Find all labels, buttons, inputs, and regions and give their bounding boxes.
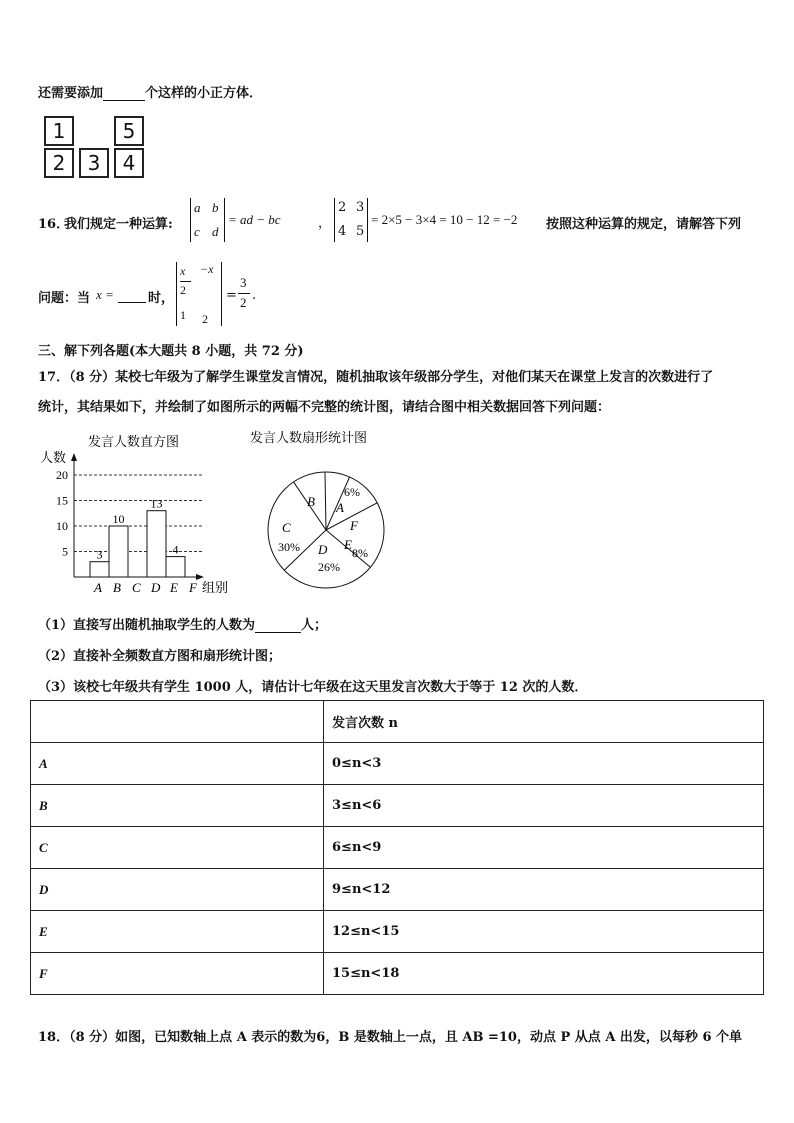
group-table — [30, 700, 764, 995]
table-cell: 6≤n<9 — [324, 827, 764, 869]
cube-face: 3 — [79, 148, 109, 178]
q18-line: 18．（8 分）如图，已知数轴上点 A 表示的数为6，B 是数轴上一点，且 AB =10，动点 P 从点 A 出发，以每秒 6 个单 — [38, 1030, 743, 1045]
cube-face: 4 — [114, 148, 144, 178]
cube-face: 1 — [44, 116, 74, 146]
x-category-label: B — [113, 580, 121, 595]
pie-slice-label: D — [318, 542, 328, 557]
table-cell: 9≤n<12 — [324, 869, 764, 911]
x-category-label: D — [151, 580, 161, 595]
x-category-label: A — [94, 580, 102, 595]
y-axis-arrow — [71, 453, 77, 461]
pie-percent-label: 8% — [352, 546, 368, 560]
cube-face: 2 — [44, 148, 74, 178]
table-cell: 15≤n<18 — [324, 953, 764, 995]
table-cell: B — [31, 785, 324, 827]
pie-percent-label: 6% — [344, 485, 360, 499]
table-cell: 12≤n<15 — [324, 911, 764, 953]
table-header-cell: 发言次数 n — [324, 701, 764, 743]
histogram-bar — [166, 557, 185, 577]
histogram-bar — [109, 526, 128, 577]
histogram-xlabel: 组别 — [202, 580, 229, 595]
bar-value-label: 4 — [172, 542, 179, 557]
x-category-label: F — [189, 580, 197, 595]
x-category-label: E — [170, 580, 178, 595]
table-row — [31, 953, 764, 995]
pie-slice-edge — [325, 472, 326, 530]
table-cell: E — [31, 911, 324, 953]
det-bar-left — [334, 198, 335, 242]
histogram-ylabel: 人数 — [40, 450, 67, 465]
y-tick-label: 20 — [56, 468, 68, 482]
det-bar-right — [221, 262, 222, 326]
q17-sub2: （2）直接补全频数直方图和扇形统计图； — [38, 649, 282, 664]
table-row — [31, 911, 764, 953]
pie-slice-label: F — [350, 518, 358, 533]
table-row — [31, 869, 764, 911]
y-tick-label: 15 — [56, 493, 68, 508]
pie-slice-label: A — [336, 500, 344, 515]
section-title: 三、解下列各题(本大题共 8 小题，共 72 分) — [38, 344, 304, 359]
pie-slice-label: B — [307, 494, 315, 509]
pie-slice-label: C — [282, 520, 291, 535]
histogram-title: 发言人数直方图 — [88, 434, 180, 449]
table-header-row — [31, 701, 764, 743]
pie-title: 发言人数扇形统计图 — [250, 430, 368, 445]
table-cell: D — [31, 869, 324, 911]
det-bar-left — [176, 262, 177, 326]
pie-percent-label: 30% — [278, 540, 300, 554]
table-cell: 0≤n<3 — [324, 743, 764, 785]
table-row — [31, 743, 764, 785]
table-row — [31, 785, 764, 827]
det-bar-left — [190, 198, 191, 242]
histogram-bar — [90, 562, 109, 577]
histogram-chart — [36, 426, 246, 598]
table-row — [31, 827, 764, 869]
table-cell: C — [31, 827, 324, 869]
table-cell: A — [31, 743, 324, 785]
q17-line1: 17．（8 分）某校七年级为了解学生课堂发言情况，随机抽取该年级部分学生，对他们某天在课堂上发言的次数进行了 — [38, 370, 714, 385]
histogram-bar — [147, 511, 166, 577]
x-category-label: C — [132, 580, 141, 595]
det-bar-right — [224, 198, 225, 242]
bar-value-label: 3 — [96, 547, 103, 562]
q15-line: 还需要添加 个这样的小正方体． — [38, 86, 263, 101]
fraction-bar — [180, 281, 191, 282]
pie-slice-label: E — [344, 537, 352, 552]
fraction-bar — [238, 293, 250, 294]
det-bar-right — [367, 198, 368, 242]
pie-chart — [246, 426, 396, 596]
q15-answer-blank — [103, 100, 145, 101]
table-cell: F — [31, 953, 324, 995]
q17-sub3: （3）该校七年级共有学生 1000 人，请估计七年级在这天里发言次数大于等于 12 次的人数． — [38, 680, 588, 695]
q17-line2: 统计，其结果如下，并绘制了如图所示的两幅不完整的统计图，请结合图中相关数据回答下列问题： — [38, 400, 611, 415]
y-tick-label: 10 — [56, 519, 68, 533]
q17-answer-blank — [255, 632, 301, 633]
cube-face: 5 — [114, 116, 144, 146]
table-header-cell — [31, 701, 324, 743]
y-tick-label: 5 — [62, 544, 68, 559]
q17-sub1: （1）直接写出随机抽取学生的人数为 人； — [38, 618, 328, 633]
bar-value-label: 10 — [112, 512, 125, 526]
pie-percent-label: 26% — [318, 560, 340, 574]
table-cell: 3≤n<6 — [324, 785, 764, 827]
bar-value-label: 13 — [150, 496, 163, 511]
q16-answer-blank — [118, 286, 146, 303]
